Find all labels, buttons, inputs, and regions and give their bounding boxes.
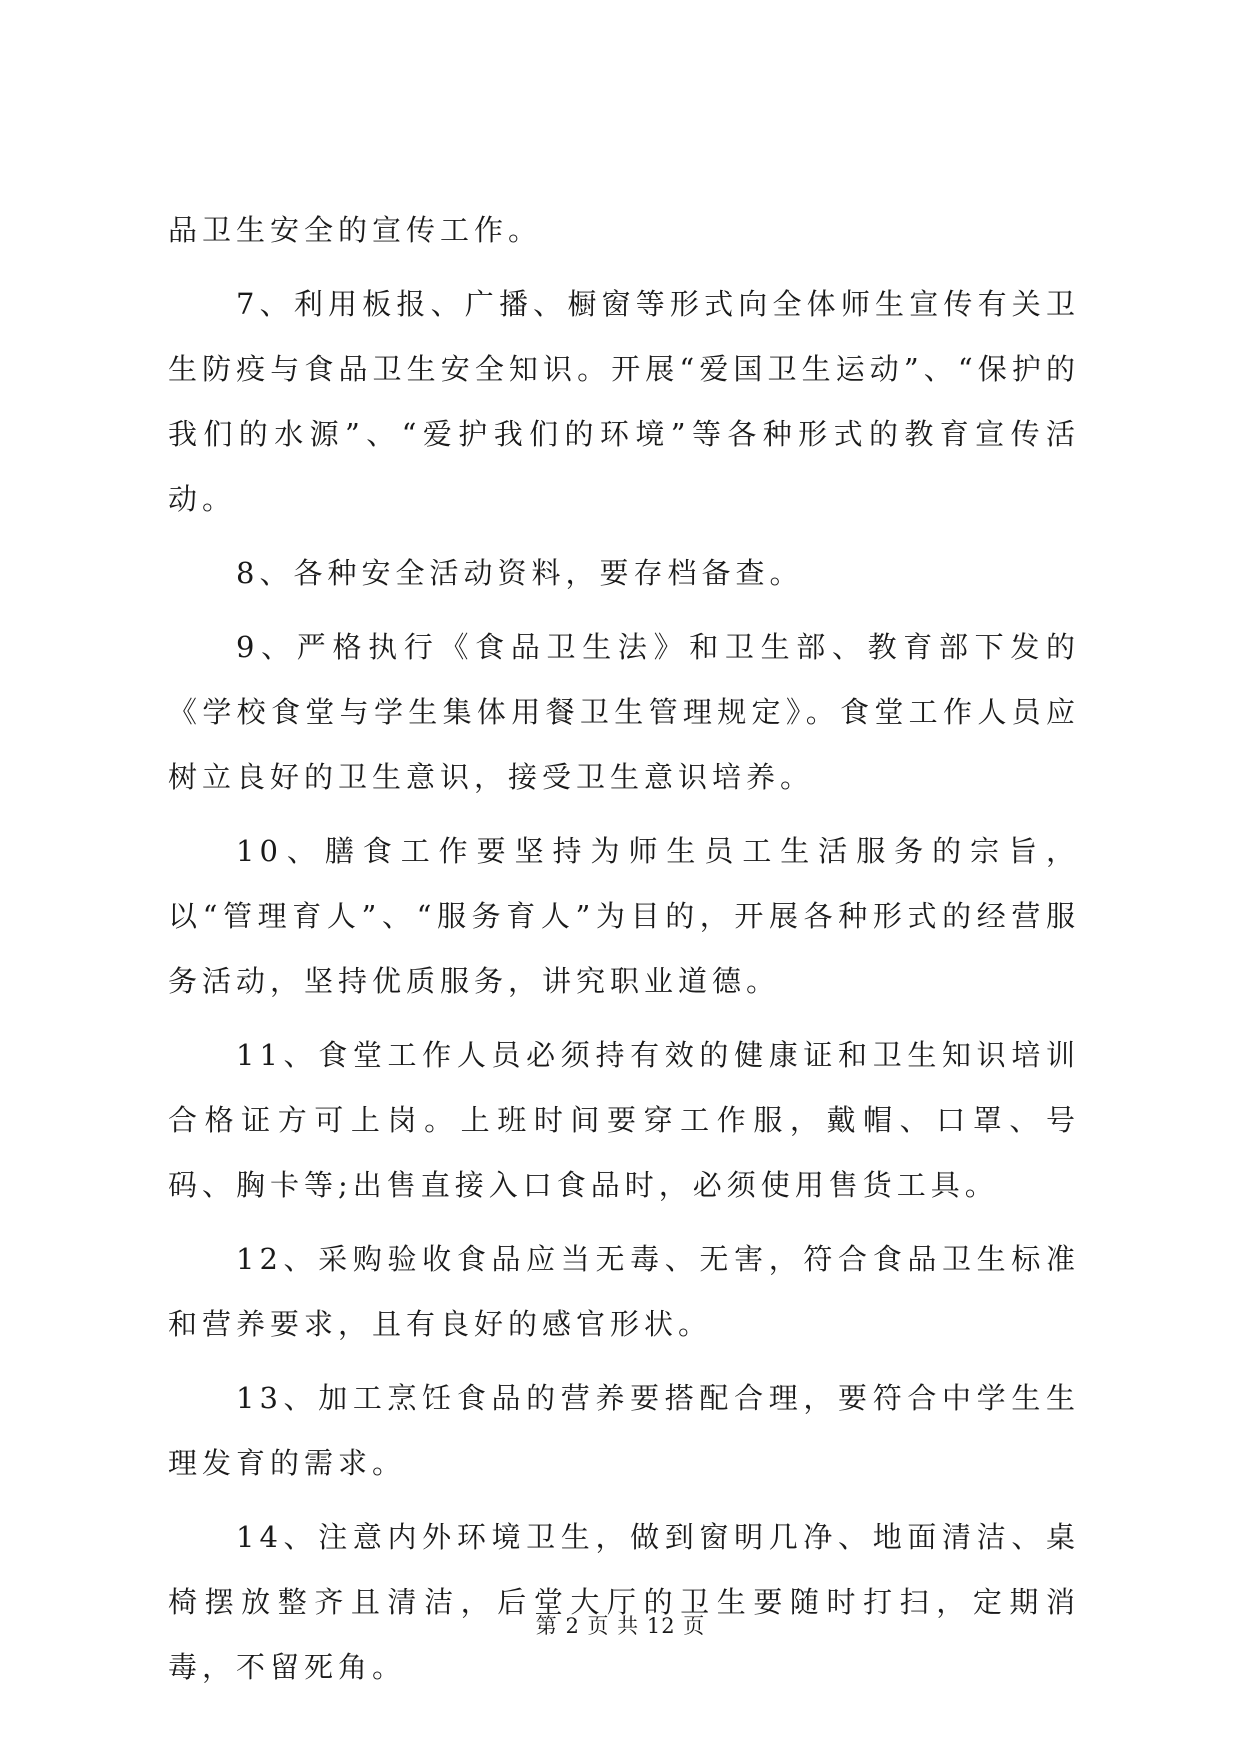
paragraph-item-10: 10、膳食工作要坚持为师生员工生活服务的宗旨，以“管理育人”、“服务育人”为目的，开展各种形式的经营服务活动，坚持优质服务，讲究职业道德。	[168, 834, 1080, 998]
paragraph-item-11: 11、食堂工作人员必须持有效的健康证和卫生知识培训合格证方可上岗。上班时间要穿工作服，戴帽、口罩、号码、胸卡等;出售直接入口食品时，必须使用售货工具。	[168, 1038, 1080, 1202]
document-body	[168, 198, 1080, 1700]
paragraph-item-8: 8、各种安全活动资料，要存档备查。	[236, 556, 804, 590]
paragraph-continuation: 品卫生安全的宣传工作。	[168, 213, 543, 247]
paragraph-item-12: 12、采购验收食品应当无毒、无害，符合食品卫生标准和营养要求，且有良好的感官形状。	[168, 1242, 1080, 1341]
paragraph-item-9: 9、严格执行《食品卫生法》和卫生部、教育部下发的《学校食堂与学生集体用餐卫生管理规定》。食堂工作人员应树立良好的卫生意识，接受卫生意识培养。	[168, 630, 1080, 794]
paragraph-item-13: 13、加工烹饪食品的营养要搭配合理，要符合中学生生理发育的需求。	[168, 1381, 1080, 1480]
paragraph-item-7: 7、利用板报、广播、橱窗等形式向全体师生宣传有关卫生防疫与食品卫生安全知识。开展“爱国卫生运动”、“保护的我们的水源”、“爱护我们的环境”等各种形式的教育宣传活动。	[168, 287, 1080, 516]
page-number-footer: 第 2 页 共 12 页	[535, 1614, 706, 1638]
paragraph-item-14: 14、注意内外环境卫生，做到窗明几净、地面清洁、桌椅摆放整齐且清洁，后堂大厅的卫生要随时打扫，定期消毒，不留死角。	[168, 1520, 1080, 1684]
